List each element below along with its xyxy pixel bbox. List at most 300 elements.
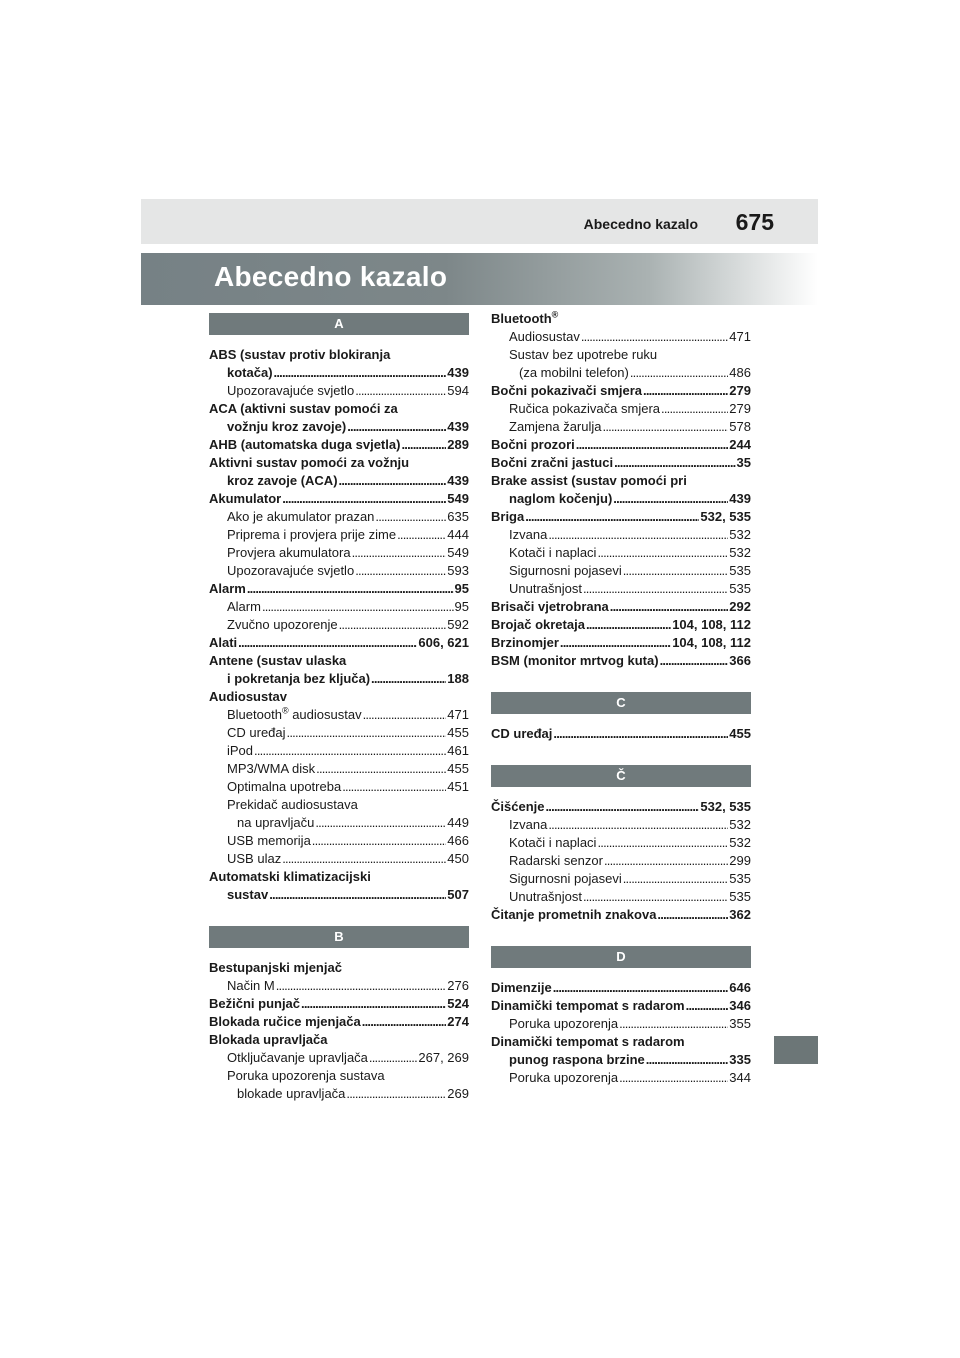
dot-leader	[603, 418, 729, 436]
entry-term	[227, 796, 358, 814]
index-entry	[209, 652, 469, 670]
index-entry	[491, 616, 751, 634]
entry-term-text: Poruka upozorenja sustava	[227, 1068, 385, 1083]
entry-term	[227, 724, 286, 742]
running-header-bar	[141, 199, 818, 244]
thumb-index-tab	[774, 1036, 818, 1064]
entry-list	[491, 798, 751, 924]
dot-leader	[301, 995, 446, 1013]
dot-leader	[623, 562, 729, 580]
dot-leader	[623, 870, 729, 888]
index-entry	[209, 796, 469, 814]
entry-page: 366	[729, 653, 751, 668]
index-entry	[491, 508, 751, 526]
entry-term-text: Ručica pokazivača smjera	[509, 401, 661, 416]
index-entry	[209, 977, 469, 995]
entry-page: 535	[729, 563, 751, 578]
entry-term	[491, 472, 687, 490]
entry-page: 269	[447, 1086, 469, 1101]
entry-term-text: Sigurnosni pojasevi	[509, 563, 622, 578]
dot-leader	[247, 580, 454, 598]
entry-term-text: CD uređaj	[227, 725, 286, 740]
dot-leader	[661, 400, 728, 418]
dot-leader	[316, 760, 446, 778]
dot-leader	[597, 544, 728, 562]
entry-page: 289	[447, 437, 469, 452]
entry-term	[491, 725, 552, 743]
index-entry	[209, 688, 469, 706]
entry-page: 593	[447, 563, 469, 578]
dot-leader	[553, 979, 729, 997]
index-entry	[209, 472, 469, 490]
entry-term-text: Dinamički tempomat s radarom	[491, 998, 685, 1013]
dot-leader	[525, 508, 699, 526]
entry-page: 549	[447, 545, 469, 560]
index-entry	[491, 346, 751, 364]
entry-term-text: Provjera akumulatora	[227, 545, 351, 560]
index-entry	[209, 508, 469, 526]
entry-term	[509, 1015, 618, 1033]
index-entry	[209, 382, 469, 400]
dot-leader	[282, 850, 446, 868]
dot-leader	[581, 328, 728, 346]
entry-term	[227, 526, 396, 544]
entry-page: 455	[447, 761, 469, 776]
entry-page: 292	[729, 599, 751, 614]
entry-page: 507	[447, 887, 469, 902]
index-entry	[209, 959, 469, 977]
index-entry	[491, 979, 751, 997]
entry-term	[227, 742, 253, 760]
index-entry	[491, 816, 751, 834]
index-entry	[209, 400, 469, 418]
entry-page: 455	[729, 726, 751, 741]
entry-term-text: Sustav bez upotrebe ruku	[509, 347, 658, 362]
entry-term-text: Dinamički tempomat s radarom	[491, 1034, 685, 1049]
entry-page: 532	[729, 835, 751, 850]
entry-page: 276	[447, 978, 469, 993]
entry-term-text: Brojač okretaja	[491, 617, 585, 632]
entry-term-text: Kotači i naplaci	[509, 545, 597, 560]
entry-term	[509, 526, 547, 544]
entry-term-text: Priprema i provjera prije zime	[227, 527, 397, 542]
entry-page: 362	[729, 907, 751, 922]
entry-term	[227, 1049, 368, 1067]
dot-leader	[347, 418, 446, 436]
dot-leader	[397, 526, 446, 544]
entry-page: 549	[447, 491, 469, 506]
entry-term-text: Alarm	[227, 599, 261, 614]
index-section	[491, 765, 751, 924]
page-number: 675	[735, 209, 774, 235]
entry-page: 592	[447, 617, 469, 632]
entry-term-text: Bluetooth	[491, 311, 552, 326]
entry-term-text: Audiosustav	[209, 689, 288, 704]
index-entry	[209, 1031, 469, 1049]
entry-term	[209, 490, 281, 508]
dot-leader	[262, 598, 454, 616]
dot-leader	[586, 616, 671, 634]
entry-term	[227, 886, 268, 904]
entry-term-text: blokade upravljača	[237, 1086, 346, 1101]
entry-term	[227, 977, 275, 995]
letter-heading: Č	[491, 765, 751, 787]
index-entry	[491, 888, 751, 906]
dot-leader	[619, 1015, 728, 1033]
entry-term	[209, 634, 237, 652]
entry-term-text: CD uređaj	[491, 726, 553, 741]
index-entry	[491, 997, 751, 1015]
index-entry	[491, 364, 751, 382]
entry-term-text: MP3/WMA disk	[227, 761, 316, 776]
entry-term-text: Izvana	[509, 817, 548, 832]
index-entry	[491, 1069, 751, 1087]
entry-page: 95	[454, 599, 469, 614]
entry-term-text: ACA (aktivni sustav pomoći za	[209, 401, 398, 416]
index-entry	[491, 472, 751, 490]
index-entry	[491, 454, 751, 472]
entry-term-text: Čišćenje	[491, 799, 545, 814]
index-entry	[209, 850, 469, 868]
entry-term	[491, 906, 656, 924]
index-entry	[209, 598, 469, 616]
dot-leader	[315, 814, 446, 832]
entry-term-text: naglom kočenju)	[509, 491, 613, 506]
letter-heading: C	[491, 692, 751, 714]
entry-page: 646	[729, 980, 751, 995]
index-entry	[491, 1051, 751, 1069]
entry-term	[227, 364, 273, 382]
index-entry	[491, 400, 751, 418]
entry-term	[227, 616, 338, 634]
entry-term-text: Bočni pokazivači smjera	[491, 383, 643, 398]
dot-leader	[613, 490, 728, 508]
entry-term-text: USB memorija	[227, 833, 311, 848]
entry-term	[509, 328, 580, 346]
dot-leader	[312, 832, 447, 850]
index-entry	[491, 562, 751, 580]
entry-page: 635	[447, 509, 469, 524]
index-entry	[209, 1067, 469, 1085]
entry-term	[209, 1013, 361, 1031]
entry-term	[227, 706, 362, 724]
entry-term	[209, 580, 246, 598]
index-entry	[209, 706, 469, 724]
index-entry	[491, 652, 751, 670]
entry-page: 335	[729, 1052, 751, 1067]
entry-term-text: Alarm	[209, 581, 246, 596]
entry-term-text: BSM (monitor mrtvog kuta)	[491, 653, 659, 668]
entry-page: 439	[729, 491, 751, 506]
entry-term-text: Bočni zračni jastuci	[491, 455, 614, 470]
dot-leader	[686, 997, 729, 1015]
entry-page: 344	[729, 1070, 751, 1085]
letter-heading: B	[209, 926, 469, 948]
entry-term-text: Aktivni sustav pomoći za vožnju	[209, 455, 410, 470]
index-entry	[209, 346, 469, 364]
entry-term-text: Poruka upozorenja	[509, 1016, 619, 1031]
entry-page: 606, 621	[418, 635, 469, 650]
dot-leader	[346, 1085, 446, 1103]
entry-page: 279	[729, 383, 751, 398]
entry-term-text: Način M	[227, 978, 275, 993]
dot-leader	[610, 598, 729, 616]
dot-leader	[583, 580, 728, 598]
running-head: Abecedno kazalo	[583, 216, 698, 232]
dot-leader	[342, 778, 446, 796]
entry-page: 532, 535	[700, 799, 751, 814]
entry-term-text: Upozoravajuće svjetlo	[227, 563, 355, 578]
dot-leader	[660, 652, 729, 670]
entry-term-text: i pokretanja bez ključa)	[227, 671, 371, 686]
index-entry	[209, 778, 469, 796]
entry-term	[227, 778, 341, 796]
dot-leader	[369, 1049, 417, 1067]
entry-term-text: Dimenzije	[491, 980, 552, 995]
entry-term-text: Upozoravajuće svjetlo	[227, 383, 355, 398]
entry-page: 535	[729, 871, 751, 886]
entry-term-text: Optimalna upotreba	[227, 779, 342, 794]
entry-term-text: Unutrašnjost	[509, 889, 582, 904]
dot-leader	[583, 888, 728, 906]
entry-term	[491, 634, 559, 652]
dot-leader	[553, 725, 728, 743]
index-entry	[209, 454, 469, 472]
dot-leader	[375, 508, 446, 526]
entry-page: 104, 108, 112	[672, 617, 751, 632]
entry-term	[491, 382, 642, 400]
entry-term-text: Unutrašnjost	[509, 581, 582, 596]
entry-term-text: Audiosustav	[509, 329, 580, 344]
entry-page: 346	[729, 998, 751, 1013]
entry-term	[209, 454, 409, 472]
entry-page: 535	[729, 581, 751, 596]
entry-term	[209, 436, 400, 454]
index-entry	[209, 418, 469, 436]
entry-page: 450	[447, 851, 469, 866]
dot-leader	[643, 382, 728, 400]
entry-term	[491, 979, 552, 997]
entry-term	[209, 652, 346, 670]
entry-term-text: Izvana	[509, 527, 548, 542]
entry-page: 594	[447, 383, 469, 398]
entry-term-text: ABS (sustav protiv blokiranja	[209, 347, 391, 362]
entry-term-text: (za mobilni telefon)	[519, 365, 629, 380]
dot-leader	[560, 634, 671, 652]
entry-term-text: sustav	[227, 887, 269, 902]
entry-term-text: USB ulaz	[227, 851, 282, 866]
entry-term	[237, 814, 314, 832]
entry-term-text: Brisači vjetrobrana	[491, 599, 609, 614]
entry-page: 532	[729, 527, 751, 542]
entry-term	[227, 598, 261, 616]
entry-term-text: iPod	[227, 743, 254, 758]
dot-leader	[619, 1069, 728, 1087]
index-entry	[209, 742, 469, 760]
entry-term	[509, 400, 660, 418]
entry-term	[491, 508, 524, 526]
entry-term	[491, 598, 609, 616]
entry-term-suffix: audiosustav	[288, 707, 362, 722]
entry-page: 578	[729, 419, 751, 434]
index-entry	[209, 634, 469, 652]
dot-leader	[548, 526, 728, 544]
entry-page: 486	[729, 365, 751, 380]
entry-page: 439	[447, 419, 469, 434]
index-entry	[491, 725, 751, 743]
entry-page: 439	[447, 473, 469, 488]
dot-leader	[339, 472, 447, 490]
index-entry	[491, 634, 751, 652]
entry-term-text: Bočni prozori	[491, 437, 575, 452]
index-entry	[209, 724, 469, 742]
entry-term-text: Prekidač audiosustava	[227, 797, 358, 812]
dot-leader	[274, 364, 447, 382]
entry-page: 535	[729, 889, 751, 904]
entry-term	[209, 959, 342, 977]
index-entry	[491, 852, 751, 870]
dot-leader	[363, 706, 447, 724]
entry-term	[227, 1067, 385, 1085]
index-entry	[491, 418, 751, 436]
index-entry	[209, 436, 469, 454]
index-entry	[209, 670, 469, 688]
index-entry	[209, 364, 469, 382]
entry-term	[509, 490, 612, 508]
entry-term	[509, 1051, 645, 1069]
entry-term	[509, 580, 582, 598]
entry-term	[509, 544, 596, 562]
dot-leader	[657, 906, 728, 924]
entry-term	[509, 888, 582, 906]
entry-page: 274	[447, 1014, 469, 1029]
dot-leader	[355, 382, 446, 400]
entry-term	[509, 346, 657, 364]
entry-term	[509, 562, 622, 580]
index-entry	[491, 580, 751, 598]
entry-page: 532, 535	[700, 509, 751, 524]
entry-term-text: kotača)	[227, 365, 273, 380]
index-entry	[491, 526, 751, 544]
dot-leader	[576, 436, 729, 454]
entry-term-text: Blokada upravljača	[209, 1032, 328, 1047]
entry-term	[491, 616, 585, 634]
entry-term-text: Bestupanjski mjenjač	[209, 960, 342, 975]
entry-term	[491, 454, 613, 472]
letter-heading: D	[491, 946, 751, 968]
entry-term	[509, 870, 622, 888]
entry-term	[509, 852, 603, 870]
dot-leader	[371, 670, 446, 688]
index-entry	[491, 1033, 751, 1051]
dot-leader	[646, 1051, 729, 1069]
entry-page: 471	[447, 707, 469, 722]
entry-page: 461	[447, 743, 469, 758]
entry-page: 95	[454, 581, 469, 596]
index-entry	[209, 562, 469, 580]
entry-term-text: Zamjena žarulja	[509, 419, 602, 434]
entry-page: 279	[729, 401, 751, 416]
index-column-right	[491, 310, 751, 1087]
entry-page: 104, 108, 112	[672, 635, 751, 650]
entry-page: 449	[447, 815, 469, 830]
entry-list	[491, 979, 751, 1087]
entry-page: 532	[729, 817, 751, 832]
entry-page: 267, 269	[418, 1050, 469, 1065]
entry-term-text: Briga	[491, 509, 525, 524]
entry-term	[209, 400, 398, 418]
entry-page: 35	[736, 455, 751, 470]
entry-page: 439	[447, 365, 469, 380]
index-entry	[491, 870, 751, 888]
entry-page: 444	[447, 527, 469, 542]
index-entry	[209, 616, 469, 634]
entry-term-text: Ako je akumulator prazan	[227, 509, 375, 524]
index-entry	[209, 868, 469, 886]
index-entry	[209, 490, 469, 508]
index-entry	[491, 310, 751, 328]
entry-page: 524	[447, 996, 469, 1011]
entry-term-text: Radarski senzor	[509, 853, 603, 868]
entry-term	[227, 544, 351, 562]
index-entry	[209, 886, 469, 904]
dot-leader	[287, 724, 447, 742]
page-title: Abecedno kazalo	[214, 261, 448, 292]
dot-leader	[276, 977, 447, 995]
entry-term	[491, 310, 558, 328]
entry-term	[227, 760, 315, 778]
index-entry	[209, 832, 469, 850]
index-entry	[209, 814, 469, 832]
entry-list	[491, 725, 751, 743]
entry-term	[491, 798, 544, 816]
entry-term-text: Brake assist (sustav pomoći pri	[491, 473, 687, 488]
index-entry	[209, 1049, 469, 1067]
letter-heading: A	[209, 313, 469, 335]
entry-term-text: Brzinomjer	[491, 635, 559, 650]
entry-list	[209, 959, 469, 1103]
dot-leader	[355, 562, 446, 580]
entry-page: 466	[447, 833, 469, 848]
registered-mark: ®	[281, 705, 289, 716]
index-entry	[209, 995, 469, 1013]
entry-page: 299	[729, 853, 751, 868]
index-entry	[209, 1013, 469, 1031]
index-section	[209, 926, 469, 1103]
dot-leader	[282, 490, 446, 508]
entry-term	[509, 1069, 618, 1087]
entry-term	[227, 670, 370, 688]
index-entry	[491, 544, 751, 562]
index-entry	[491, 1015, 751, 1033]
entry-term-text: kroz zavoje (ACA)	[227, 473, 338, 488]
entry-term	[237, 1085, 345, 1103]
index-entry	[209, 1085, 469, 1103]
entry-term-text: Blokada ručice mjenjača	[209, 1014, 361, 1029]
entry-term	[209, 995, 300, 1013]
index-column-left	[209, 310, 469, 1103]
dot-leader	[269, 886, 446, 904]
entry-term	[209, 688, 287, 706]
entry-term	[209, 346, 390, 364]
entry-term	[209, 868, 371, 886]
entry-term-text: na upravljaču	[237, 815, 315, 830]
index-section	[491, 946, 751, 1087]
entry-term-text: Sigurnosni pojasevi	[509, 871, 622, 886]
index-entry	[209, 760, 469, 778]
entry-term	[491, 436, 575, 454]
entry-page: 455	[447, 725, 469, 740]
